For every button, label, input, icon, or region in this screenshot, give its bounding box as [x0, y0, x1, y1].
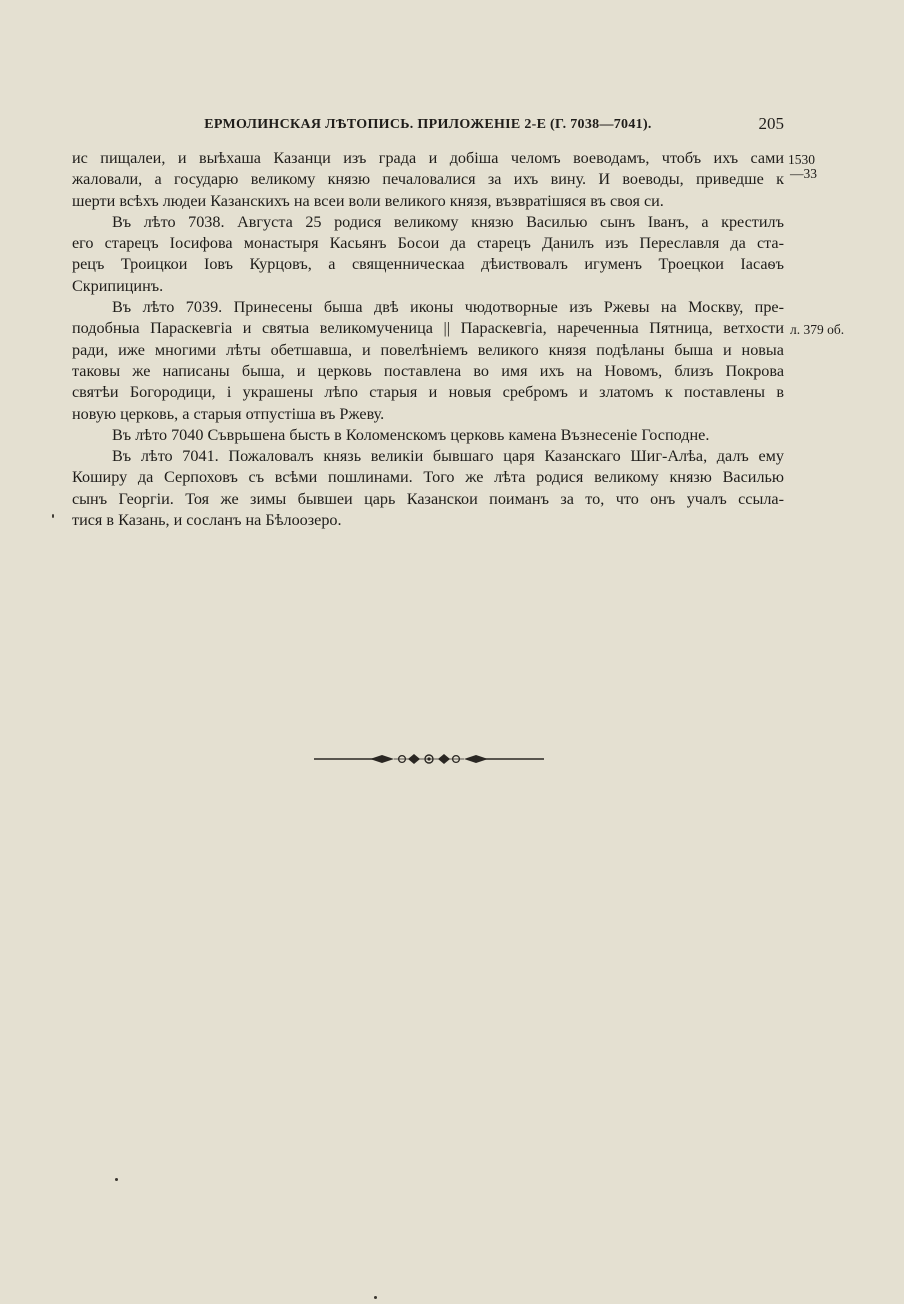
- header-title: ЕРМОЛИНСКАЯ ЛѢТОПИСЬ. ПРИЛОЖЕНІЕ 2-Е (Г. 7038—7041).: [204, 117, 652, 132]
- paper-speck: [115, 1178, 118, 1181]
- text-line: тися в Казань, и сосланъ на Бѣлоозеро.: [72, 511, 342, 530]
- chronicle-text: [72, 148, 784, 531]
- text-line: ис пищалеи, и выѣхаша Казанци изъ града и добіша челомъ воеводамъ, чтобъ ихъ сами: [72, 149, 784, 167]
- text-line: его старецъ Іосифова монастыря Касьянъ Босои да старецъ Данилъ изъ Переславля да ста-: [72, 234, 784, 253]
- text-line: святѣи Богородици, і украшены лѣпо старыя и новыя сребромъ и златомъ к поставлены в: [72, 383, 784, 402]
- text-line: Въ лѣто 7041. Пожаловалъ князь великіи бывшаго царя Казанскаго Шиг-Алѣа, далъ ему: [112, 447, 784, 466]
- text-line: Коширу да Серпоховъ съ всѣми пошлинами. Того же лѣта родися великому князю Василью: [72, 468, 784, 487]
- text-line: сынъ Георгіи. Тоя же зимы бывшеи царь Казанскои поиманъ за то, что онъ учалъ ссыла-: [72, 489, 784, 508]
- margin-year-note: 1530: [788, 152, 815, 167]
- margin-year-note-continued: —33: [790, 166, 817, 181]
- text-line: Скрипицинъ.: [72, 276, 164, 295]
- text-line: ради, иже многими лѣты обетшавша, и повелѣніемъ великого князя подѣланы быша и новыа: [72, 340, 784, 359]
- text-line: подобныа Параскевгіа и святыа великомученица || Параскевгіа, нареченныа Пятница, ветхости: [72, 319, 784, 338]
- running-header: [72, 114, 784, 138]
- text-line: рецъ Троицкои Іовъ Курцовъ, а священническаа дѣиствовалъ игуменъ Троецкои Іасаѳъ: [72, 255, 784, 274]
- text-line: шерти всѣхъ людеи Казанскихъ на всеи воли великого князя, възвратішяся въ своя си.: [72, 191, 664, 210]
- paper-speck: [52, 514, 54, 518]
- margin-folio-note: л. 379 об.: [790, 322, 845, 337]
- text-line: Въ лѣто 7039. Принесены быша двѣ иконы чюдотворные изъ Ржевы на Москву, пре-: [112, 298, 784, 317]
- text-line: жаловали, а государю великому князю печаловалися за ихъ вину. И воеводы, приведше к: [72, 170, 784, 189]
- text-line: Въ лѣто 7038. Августа 25 родися великому князю Василью сынъ Іванъ, а крестилъ: [112, 212, 784, 231]
- page-number: 205: [758, 114, 784, 133]
- ornamental-divider: [314, 751, 544, 767]
- text-line: таковы же написаны быша, и церковь поставлена во имя ихъ на Новомъ, близъ Покрова: [72, 361, 784, 380]
- text-line: новую церковь, а старыя отпустіша въ Ржеву.: [72, 404, 385, 423]
- paper-speck: [374, 1296, 377, 1299]
- text-line: Въ лѣто 7040 Съврьшена бысть в Коломенскомъ церковь камена Възнесеніе Господне.: [112, 425, 710, 444]
